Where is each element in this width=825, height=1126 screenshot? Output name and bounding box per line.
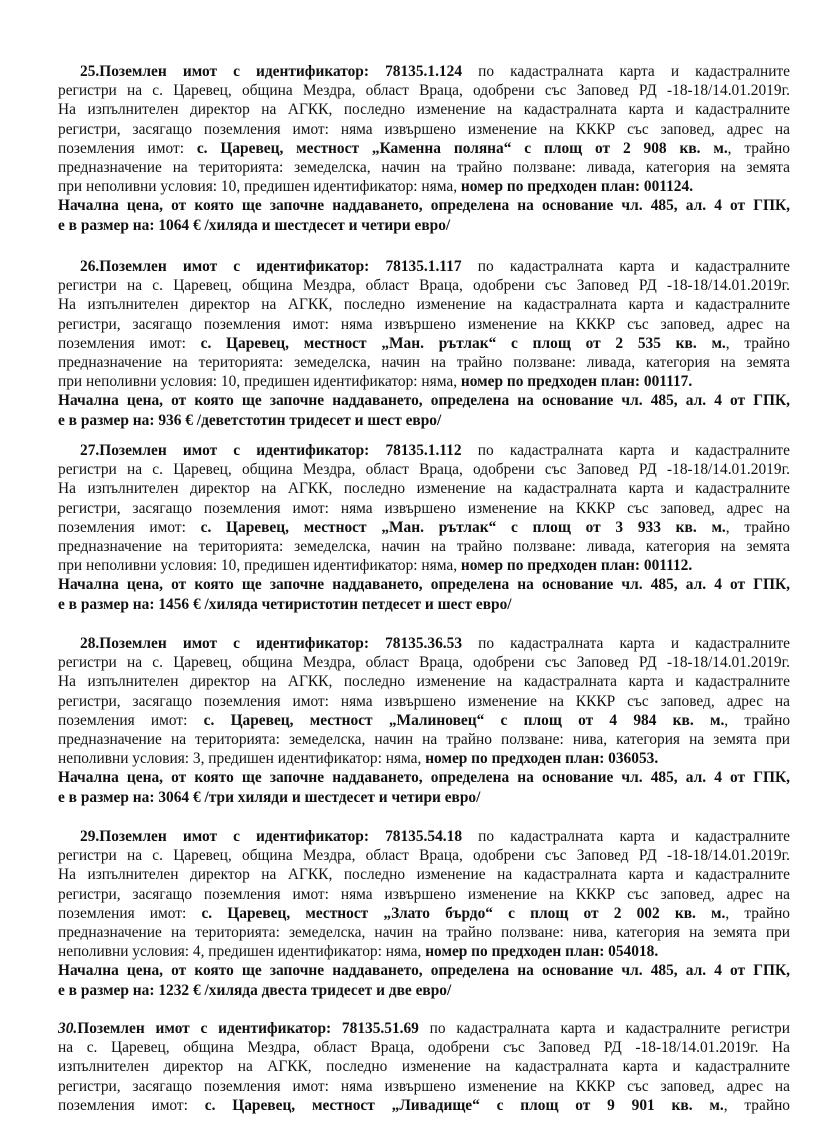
- starting-price-line: [58, 196, 790, 215]
- item-number: 25.: [80, 63, 100, 80]
- starting-price-text: Начална цена, от която ще започне наддаването, определена на основание чл. 485, ал. 4 от ГПК,: [58, 962, 790, 980]
- text-line: регистри на с. Царевец, община Мездра, област Враца, одобрени със Заповед РД -18-18/14.01.2019г.: [58, 847, 790, 865]
- text-line: регистри, засягащо поземления имот: няма извършено изменение на КККР със заповед, адрес на: [58, 885, 790, 903]
- item-number: 27.: [80, 442, 100, 459]
- address-line: [58, 334, 790, 353]
- plan-number-line: [58, 556, 790, 575]
- property-address: с. Царевец, местност „Малиновец“ с площ от 4 984 кв. м.: [203, 711, 725, 729]
- item-number: 29.: [80, 828, 100, 845]
- address-prefix: поземления имот:: [58, 518, 201, 536]
- conditions-text: при неполивни условия: 10, предишен идентификатор: няма,: [58, 178, 461, 196]
- starting-price-line: [58, 961, 790, 980]
- item-number: 28.: [80, 635, 100, 652]
- text-line: предназначение на територията: земеделска, начин на трайно ползване: ливада, категория на земята: [58, 353, 790, 371]
- property-address: с. Царевец, местност „Ман. рътлак“ с площ от 3 933 кв. м.: [200, 518, 726, 536]
- starting-price-text: Начална цена, от която ще започне наддаването, определена на основание чл. 485, ал. 4 от ГПК,: [58, 576, 790, 594]
- previous-plan-number: номер по предходен план: 001117.: [460, 373, 693, 391]
- registry-text: по кадастралната карта и кадастралните: [462, 63, 790, 80]
- address-line: [58, 711, 790, 730]
- starting-price-line: [58, 391, 790, 410]
- starting-price-line: [58, 575, 790, 594]
- text-line: регистри на с. Царевец, община Мездра, област Враца, одобрени със Заповед РД -18-18/14.01.2019г.: [58, 461, 790, 479]
- text-line: регистри, засягащо поземления имот: няма извършено изменение на КККР със заповед, адрес на: [58, 499, 790, 517]
- item-heading-line: [58, 441, 790, 460]
- registry-text: по кадастралната карта и кадастралните: [461, 258, 790, 275]
- address-suffix: , трайно: [725, 518, 790, 536]
- text-line: регистри, засягащо поземления имот: няма извършено изменение на КККР със заповед, адрес на: [58, 120, 790, 138]
- price-amount-line: [58, 981, 790, 1000]
- address-prefix: поземления имот:: [58, 1096, 205, 1114]
- property-address: с. Царевец, местност „Ливадище“ с площ от 9 901 кв. м.: [204, 1096, 724, 1114]
- price-amount-line: [58, 788, 790, 807]
- item-heading-line: [58, 1019, 790, 1038]
- plan-number-line: [58, 942, 790, 961]
- conditions-text: неполивни условия: 4, предишен идентификатор: няма,: [58, 943, 426, 961]
- address-prefix: поземления имот:: [58, 334, 201, 352]
- property-identifier: Поземлен имот с идентификатор: 78135.36.53: [99, 635, 463, 652]
- text-line: предназначение на територията: земеделска, начин на трайно ползване: ливада, категория на земята: [58, 158, 790, 176]
- item-number: 26.: [80, 258, 100, 275]
- address-prefix: поземления имот:: [58, 904, 202, 922]
- text-line: регистри, засягащо поземления имот: няма извършено изменение на КККР със заповед, адрес на: [58, 692, 790, 710]
- previous-plan-number: номер по предходен план: 036053.: [425, 750, 659, 768]
- starting-price-text: Начална цена, от която ще започне наддаването, определена на основание чл. 485, ал. 4 от ГПК,: [58, 197, 790, 215]
- plan-number-line: [58, 177, 790, 196]
- text-line: На изпълнителен директор на АГКК, последно изменение на кадастралната карта и кадастралните: [58, 673, 790, 691]
- address-line: [58, 1096, 790, 1115]
- text-line: регистри на с. Царевец, община Мездра, област Враца, одобрени със Заповед РД -18-18/14.01.2019г.: [58, 82, 790, 100]
- address-suffix: , трайно: [725, 334, 790, 352]
- conditions-text: при неполивни условия: 10, предишен идентификатор: няма,: [58, 557, 461, 575]
- conditions-text: неполивни условия: 3, предишен идентификатор: няма,: [58, 750, 426, 768]
- item-heading-line: [58, 62, 790, 81]
- text-line: На изпълнителен директор на АГКК, последно изменение на кадастралната карта и кадастралните: [58, 480, 790, 498]
- address-suffix: , трайно: [724, 711, 790, 729]
- text-line: регистри, засягащо поземления имот: няма извършено изменение на КККР със заповед, адрес на: [58, 315, 790, 333]
- item-number: 30.: [58, 1020, 78, 1037]
- price-amount-line: [58, 216, 790, 235]
- previous-plan-number: номер по предходен план: 054018.: [425, 943, 659, 961]
- address-line: [58, 518, 790, 537]
- item-heading-line: [58, 827, 790, 846]
- property-identifier: Поземлен имот с идентификатор: 78135.54.18: [99, 828, 463, 845]
- price-amount: е в размер на: 3064 € /три хиляди и шестдесет и четири евро/: [58, 788, 481, 806]
- property-identifier: Поземлен имот с идентификатор: 78135.51.69: [77, 1020, 419, 1037]
- text-line: регистри, засягащо поземления имот: няма извършено изменение на КККР със заповед, адрес на: [58, 1077, 790, 1095]
- address-prefix: поземления имот:: [58, 139, 197, 157]
- text-line: На изпълнителен директор на АГКК, последно изменение на кадастралната карта и кадастралните: [58, 296, 790, 314]
- conditions-text: при неполивни условия: 10, предишен идентификатор: няма,: [58, 373, 461, 391]
- property-identifier: Поземлен имот с идентификатор: 78135.1.117: [99, 258, 462, 275]
- price-amount: е в размер на: 936 € /деветстотин тридесет и шест евро/: [58, 411, 442, 429]
- address-line: [58, 139, 790, 158]
- property-item-25: [58, 62, 790, 235]
- starting-price-line: [58, 768, 790, 787]
- property-address: с. Царевец, местност „Злато бърдо“ с площ от 2 002 кв. м.: [201, 904, 726, 922]
- property-item-28: [58, 634, 790, 807]
- property-item-27: [58, 441, 790, 614]
- text-line: предназначение на територията: земеделска, начин на трайно ползване: нива, категория на земята при: [58, 730, 790, 748]
- property-identifier: Поземлен имот с идентификатор: 78135.1.112: [99, 442, 462, 459]
- text-line: предназначение на територията: земеделска, начин на трайно ползване: ливада, категория на земята: [58, 537, 790, 555]
- price-amount: е в размер на: 1232 € /хиляда двеста тридесет и две евро/: [58, 981, 452, 999]
- address-prefix: поземления имот:: [58, 711, 204, 729]
- text-line: На изпълнителен директор на АГКК, последно изменение на кадастралната карта и кадастралните: [58, 101, 790, 119]
- item-heading-line: [58, 257, 790, 276]
- previous-plan-number: номер по предходен план: 001124.: [460, 178, 694, 196]
- registry-text: по кадастралната карта и кадастралните: [461, 442, 790, 459]
- property-item-29: [58, 827, 790, 1000]
- registry-text: по кадастралната карта и кадастралните: [462, 828, 790, 845]
- text-line: регистри на с. Царевец, община Мездра, област Враца, одобрени със Заповед РД -18-18/14.01.2019г.: [58, 654, 790, 672]
- previous-plan-number: номер по предходен план: 001112.: [460, 557, 693, 575]
- price-amount: е в размер на: 1064 € /хиляда и шестдесет и четири евро/: [58, 216, 451, 234]
- property-address: с. Царевец, местност „Каменна поляна“ с площ от 2 908 кв. м.: [196, 139, 728, 157]
- address-line: [58, 904, 790, 923]
- property-item-30: [58, 1019, 790, 1115]
- price-amount-line: [58, 595, 790, 614]
- address-suffix: , трайно: [727, 139, 790, 157]
- starting-price-text: Начална цена, от която ще започне наддаването, определена на основание чл. 485, ал. 4 от ГПК,: [58, 392, 790, 410]
- registry-text: по кадастралната карта и кадастралните: [462, 635, 790, 652]
- plan-number-line: [58, 372, 790, 391]
- text-line: на с. Царевец, община Мездра, област Враца, одобрени със Заповед РД -18-18/14.01.2019г. На: [58, 1039, 790, 1057]
- plan-number-line: [58, 749, 790, 768]
- text-line: На изпълнителен директор на АГКК, последно изменение на кадастралната карта и кадастралните: [58, 866, 790, 884]
- text-line: предназначение на територията: земеделска, начин на трайно ползване: нива, категория на земята при: [58, 923, 790, 941]
- address-suffix: , трайно: [723, 1096, 790, 1114]
- property-identifier: Поземлен имот с идентификатор: 78135.1.124: [99, 63, 463, 80]
- registry-text: по кадастралната карта и кадастралните регистри: [418, 1020, 790, 1037]
- price-amount: е в размер на: 1456 € /хиляда четиристотин петдесет и шест евро/: [58, 595, 512, 613]
- starting-price-text: Начална цена, от която ще започне наддаването, определена на основание чл. 485, ал. 4 от ГПК,: [58, 769, 790, 787]
- text-line: регистри на с. Царевец, община Мездра, област Враца, одобрени със Заповед РД -18-18/14.01.2019г.: [58, 277, 790, 295]
- property-address: с. Царевец, местност „Ман. рътлак“ с площ от 2 535 кв. м.: [200, 334, 726, 352]
- price-amount-line: [58, 411, 790, 430]
- item-heading-line: [58, 634, 790, 653]
- address-suffix: , трайно: [725, 904, 790, 922]
- text-line: изпълнителен директор на АГКК, последно изменение на кадастралната карта и кадастралните: [58, 1058, 790, 1076]
- property-item-26: [58, 257, 790, 430]
